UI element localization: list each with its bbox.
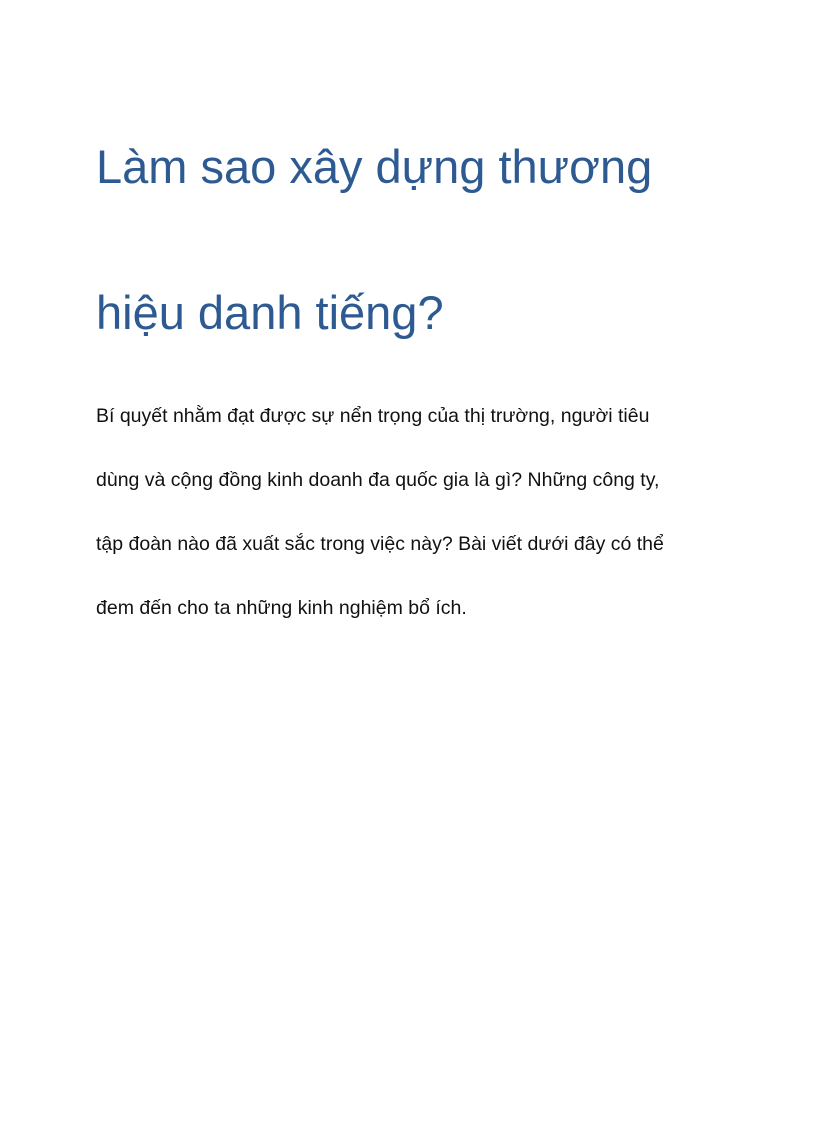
page-title — [96, 94, 736, 386]
paragraph-line-3: tập đoàn nào đã xuất sắc trong việc này? Bài viết dưới đây có thể — [96, 533, 664, 555]
intro-paragraph — [96, 384, 756, 640]
title-line-2: hiệu danh tiếng? — [96, 286, 444, 339]
paragraph-line-2: dùng và cộng đồng kinh doanh đa quốc gia là gì? Những công ty, — [96, 469, 660, 491]
paragraph-line-1: Bí quyết nhằm đạt được sự nển trọng của thị trường, người tiêu — [96, 405, 650, 427]
title-line-1: Làm sao xây dựng thương — [96, 140, 653, 193]
paragraph-line-4: đem đến cho ta những kinh nghiệm bổ ích. — [96, 597, 467, 619]
